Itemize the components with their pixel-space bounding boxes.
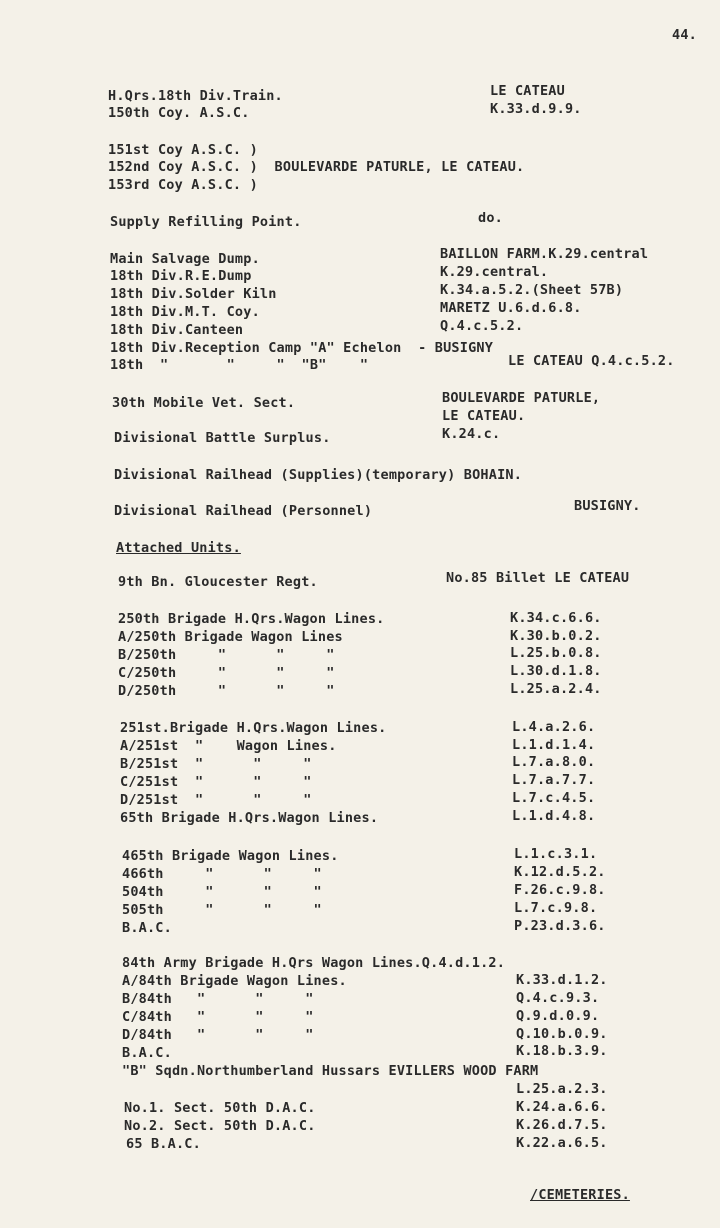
line-35: 505th " " " — [122, 902, 322, 918]
line-21: 250th Brigade H.Qrs.Wagon Lines. — [118, 611, 385, 627]
continuation-footer: /CEMETERIES. — [530, 1187, 630, 1203]
line-34: 504th " " " — [122, 884, 322, 900]
line-8-location: K.29.central. — [440, 264, 549, 280]
line-29: C/251st " " " — [120, 774, 312, 790]
line-23-location: L.25.b.0.8. — [510, 645, 602, 661]
line-46-location: K.26.d.7.5. — [516, 1117, 608, 1133]
line-32-location: L.1.c.3.1. — [514, 846, 598, 862]
line-24-location: L.30.d.1.8. — [510, 663, 602, 679]
line-28-location: L.7.a.8.0. — [512, 754, 596, 770]
line-11: 18th Div.Canteen — [110, 322, 244, 338]
line-9-location: K.34.a.5.2.(Sheet 57B) — [440, 282, 624, 298]
line-14: 30th Mobile Vet. Sect. — [112, 395, 296, 411]
line-8: 18th Div.R.E.Dump — [110, 268, 252, 284]
line-18: Divisional Railhead (Personnel) — [114, 503, 373, 519]
line-15-location: LE CATEAU. — [442, 408, 526, 424]
line-31: 65th Brigade H.Qrs.Wagon Lines. — [120, 810, 379, 826]
line-11-location: Q.4.c.5.2. — [440, 318, 524, 334]
line-6-location: do. — [478, 210, 503, 226]
line-26: 251st.Brigade H.Qrs.Wagon Lines. — [120, 720, 387, 736]
line-33-location: K.12.d.5.2. — [514, 864, 606, 880]
line-41-location: Q.10.b.0.9. — [516, 1026, 608, 1042]
line-39-location: Q.4.c.9.3. — [516, 990, 600, 1006]
line-16-location: K.24.c. — [442, 426, 501, 442]
line-2-location: K.33.d.9.9. — [490, 101, 582, 117]
line-34-location: F.26.c.9.8. — [514, 882, 606, 898]
line-30-location: L.7.c.4.5. — [512, 790, 596, 806]
line-5: 153rd Coy A.S.C. ) — [108, 177, 258, 193]
line-31-location: L.1.d.4.8. — [512, 808, 596, 824]
line-2: 150th Coy. A.S.C. — [108, 105, 250, 121]
line-30: D/251st " " " — [120, 792, 312, 808]
line-42-location: K.18.b.3.9. — [516, 1043, 608, 1059]
line-7: Main Salvage Dump. — [110, 251, 260, 267]
line-13-location: LE CATEAU Q.4.c.5.2. — [508, 353, 675, 369]
line-3: 151st Coy A.S.C. ) — [108, 142, 258, 158]
line-25: D/250th " " " — [118, 683, 335, 699]
line-27: A/251st " Wagon Lines. — [120, 738, 337, 754]
line-42: B.A.C. — [122, 1045, 172, 1061]
line-37: 84th Army Brigade H.Qrs Wagon Lines.Q.4.d.1.2. — [122, 955, 506, 971]
line-22-location: K.30.b.0.2. — [510, 628, 602, 644]
section-heading-attached-units: Attached Units. — [116, 540, 241, 556]
line-36: B.A.C. — [122, 920, 172, 936]
line-22: A/250th Brigade Wagon Lines — [118, 629, 343, 645]
line-45: No.1. Sect. 50th D.A.C. — [124, 1100, 316, 1116]
line-20: 9th Bn. Gloucester Regt. — [118, 574, 318, 590]
line-36-location: P.23.d.3.6. — [514, 918, 606, 934]
line-6: Supply Refilling Point. — [110, 214, 302, 230]
line-17: Divisional Railhead (Supplies)(temporary) BOHAIN. — [114, 467, 523, 483]
line-9: 18th Div.Solder Kiln — [110, 286, 277, 302]
line-39: B/84th " " " — [122, 991, 314, 1007]
line-4: 152nd Coy A.S.C. ) BOULEVARDE PATURLE, LE CATEAU. — [108, 159, 525, 175]
line-32: 465th Brigade Wagon Lines. — [122, 848, 339, 864]
line-10: 18th Div.M.T. Coy. — [110, 304, 260, 320]
line-41: D/84th " " " — [122, 1027, 314, 1043]
line-26-location: L.4.a.2.6. — [512, 719, 596, 735]
line-25-location: L.25.a.2.4. — [510, 681, 602, 697]
line-43: "B" Sqdn.Northumberland Hussars EVILLERS WOOD FARM — [122, 1063, 539, 1079]
line-18-location: BUSIGNY. — [574, 498, 641, 514]
line-46: No.2. Sect. 50th D.A.C. — [124, 1118, 316, 1134]
line-27-location: L.1.d.1.4. — [512, 737, 596, 753]
line-28: B/251st " " " — [120, 756, 312, 772]
line-23: B/250th " " " — [118, 647, 335, 663]
line-44-location: L.25.a.2.3. — [516, 1081, 608, 1097]
line-10-location: MARETZ U.6.d.6.8. — [440, 300, 582, 316]
line-40-location: Q.9.d.0.9. — [516, 1008, 600, 1024]
line-1-location: LE CATEAU — [490, 83, 565, 99]
line-45-location: K.24.a.6.6. — [516, 1099, 608, 1115]
line-40: C/84th " " " — [122, 1009, 314, 1025]
line-29-location: L.7.a.7.7. — [512, 772, 596, 788]
line-21-location: K.34.c.6.6. — [510, 610, 602, 626]
line-24: C/250th " " " — [118, 665, 335, 681]
line-35-location: L.7.c.9.8. — [514, 900, 598, 916]
line-7-location: BAILLON FARM.K.29.central — [440, 246, 649, 262]
line-47-location: K.22.a.6.5. — [516, 1135, 608, 1151]
page-number: 44. — [672, 27, 697, 43]
line-38-location: K.33.d.1.2. — [516, 972, 608, 988]
line-33: 466th " " " — [122, 866, 322, 882]
line-13: 18th " " " "B" " — [110, 357, 369, 373]
line-16: Divisional Battle Surplus. — [114, 430, 331, 446]
line-38: A/84th Brigade Wagon Lines. — [122, 973, 347, 989]
line-1: H.Qrs.18th Div.Train. — [108, 88, 283, 104]
line-20-location: No.85 Billet LE CATEAU — [446, 570, 630, 586]
line-14-location: BOULEVARDE PATURLE, — [442, 390, 601, 406]
line-12: 18th Div.Reception Camp "A" Echelon - BUSIGNY — [110, 340, 494, 356]
line-47: 65 B.A.C. — [126, 1136, 201, 1152]
